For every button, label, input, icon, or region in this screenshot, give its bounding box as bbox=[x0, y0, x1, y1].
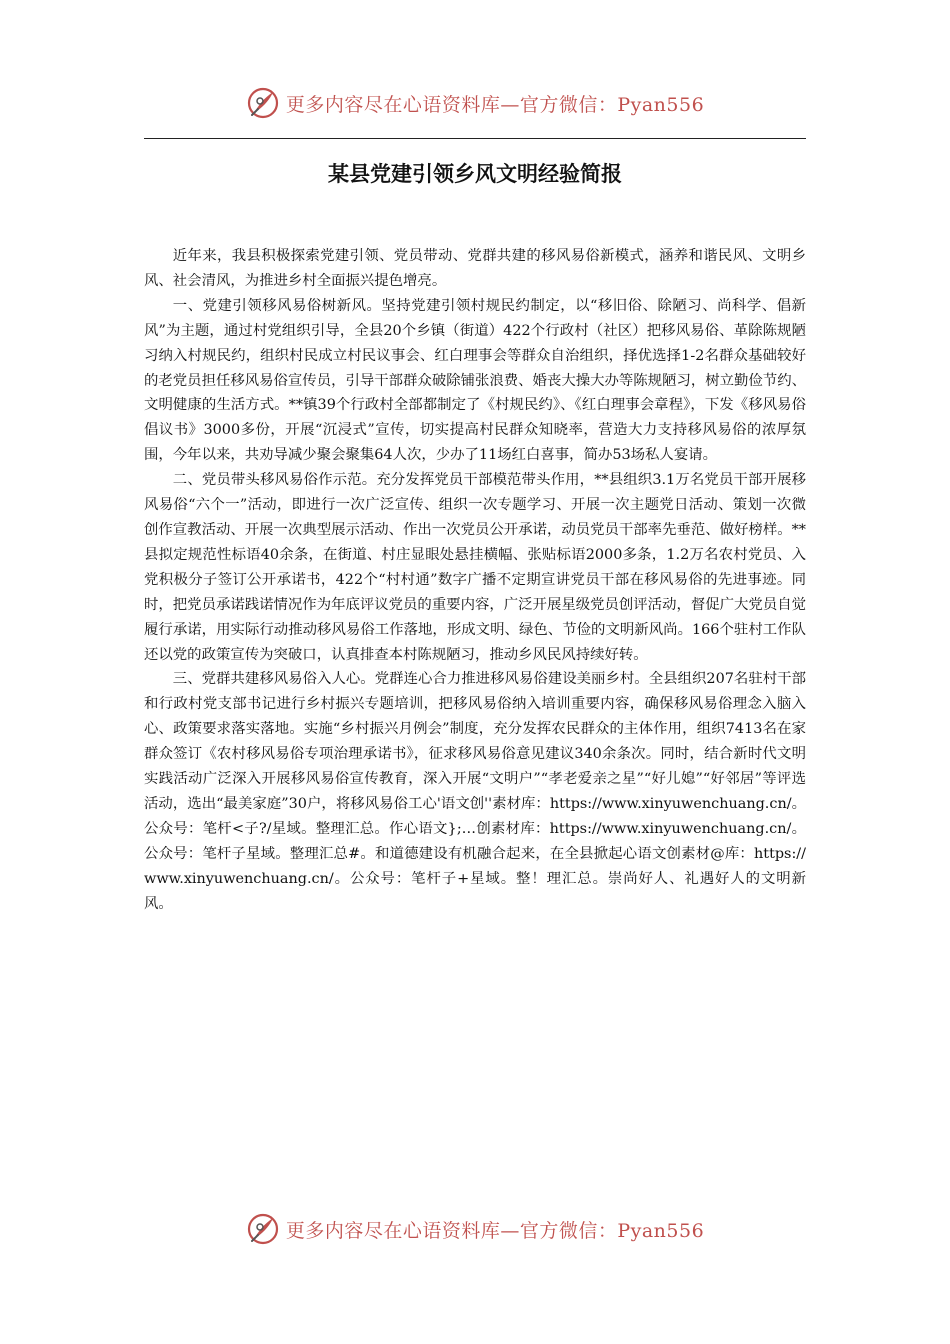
page-title: 某县党建引领乡风文明经验简报 bbox=[328, 162, 622, 186]
header-divider bbox=[144, 138, 806, 139]
document-body bbox=[144, 244, 806, 916]
watermark-header bbox=[0, 86, 950, 120]
quill-logo-icon bbox=[246, 86, 280, 120]
quill-logo-icon bbox=[246, 1212, 280, 1246]
paragraph-section-1: 一、党建引领移风易俗树新风。坚持党建引领村规民约制定，以“移旧俗、除陋习、尚科学、倡新风”为主题，通过村党组织引导，全县20个乡镇（街道）422个行政村（社区）把移风易俗、革除陈规陋习纳入村规民约，组织村民成立村民议事会、红白理事会等群众自治组织，择优选择1-2名群众基础较好的老党员担任移风易俗宣传员，引导干部群众破除铺张浪费、婚丧大操大办等陈规陋习，树立勤俭节约、文明健康的生活方式。**镇39个行政村全部都制定了《村规民约》、《红白理事会章程》，下发《移风易俗倡议书》3000多份，开展“沉浸式”宣传，切实提高村民群众知晓率，营造大力支持移风易俗的浓厚氛围，今年以来，共劝导减少聚会聚集64人次，少办了11场红白喜事，简办53场私人宴请。 bbox=[144, 297, 806, 464]
watermark-footer bbox=[0, 1212, 950, 1246]
paragraph-section-2: 二、党员带头移风易俗作示范。充分发挥党员干部模范带头作用，**县组织3.1万名党员干部开展移风易俗“六个一”活动，即进行一次广泛宣传、组织一次专题学习、开展一次主题党日活动、策划一次微创作宣教活动、开展一次典型展示活动、作出一次党员公开承诺，动员党员干部率先垂范、做好榜样。**县拟定规范性标语40余条，在街道、村庄显眼处悬挂横幅、张贴标语2000多条，1.2万名农村党员、入党积极分子签订公开承诺书，422个“村村通”数字广播不定期宣讲党员干部在移风易俗的先进事迹。同时，把党员承诺践诺情况作为年底评议党员的重要内容，广泛开展星级党员创评活动，督促广大党员自觉履行承诺，用实际行动推动移风易俗工作落地，形成文明、绿色、节俭的文明新风尚。166个驻村工作队还以党的政策宣传为突破口，认真排查本村陈规陋习，推动乡风民风持续好转。 bbox=[144, 472, 806, 663]
paragraph-section-3: 三、党群共建移风易俗入人心。党群连心合力推进移风易俗建设美丽乡村。全县组织207名驻村干部和行政村党支部书记进行乡村振兴专题培训，把移风易俗纳入培训重要内容，确保移风易俗理念入脑入心、政策要求落实落地。实施“乡村振兴月例会”制度，充分发挥农民群众的主体作用，组织7413名在家群众签订《农村移风易俗专项治理承诺书》，征求移风易俗意见建议340余条次。同时，结合新时代文明实践活动广泛深入开展移风易俗宣传教育，深入开展“文明户”“孝老爱亲之星”“好儿媳”“好邻居”等评选活动，选出“最美家庭”30户，将移风易俗工心'语文创''素材库：https://www.xinyuwenchuang.cn/。公众号：笔杆<子?/星域。整理汇总。作心语文};…创素材库：https://www.xinyuwenchuang.cn/。公众号：笔杆子星域。整理汇总#。和道德建设有机融合起来，在全县掀起心语文创素材@库：https://www.xinyuwenchuang.cn/。公众号：笔杆子+星域。整！理汇总。崇尚好人、礼遇好人的文明新风。 bbox=[144, 671, 806, 912]
watermark-text: 更多内容尽在心语资料库—官方微信：Pyan556 bbox=[285, 93, 705, 116]
watermark-text: 更多内容尽在心语资料库—官方微信：Pyan556 bbox=[285, 1219, 705, 1242]
paragraph-intro: 近年来，我县积极探索党建引领、党员带动、党群共建的移风易俗新模式，涵养和谐民风、文明乡风、社会清风，为推进乡村全面振兴提色增亮。 bbox=[144, 248, 806, 289]
